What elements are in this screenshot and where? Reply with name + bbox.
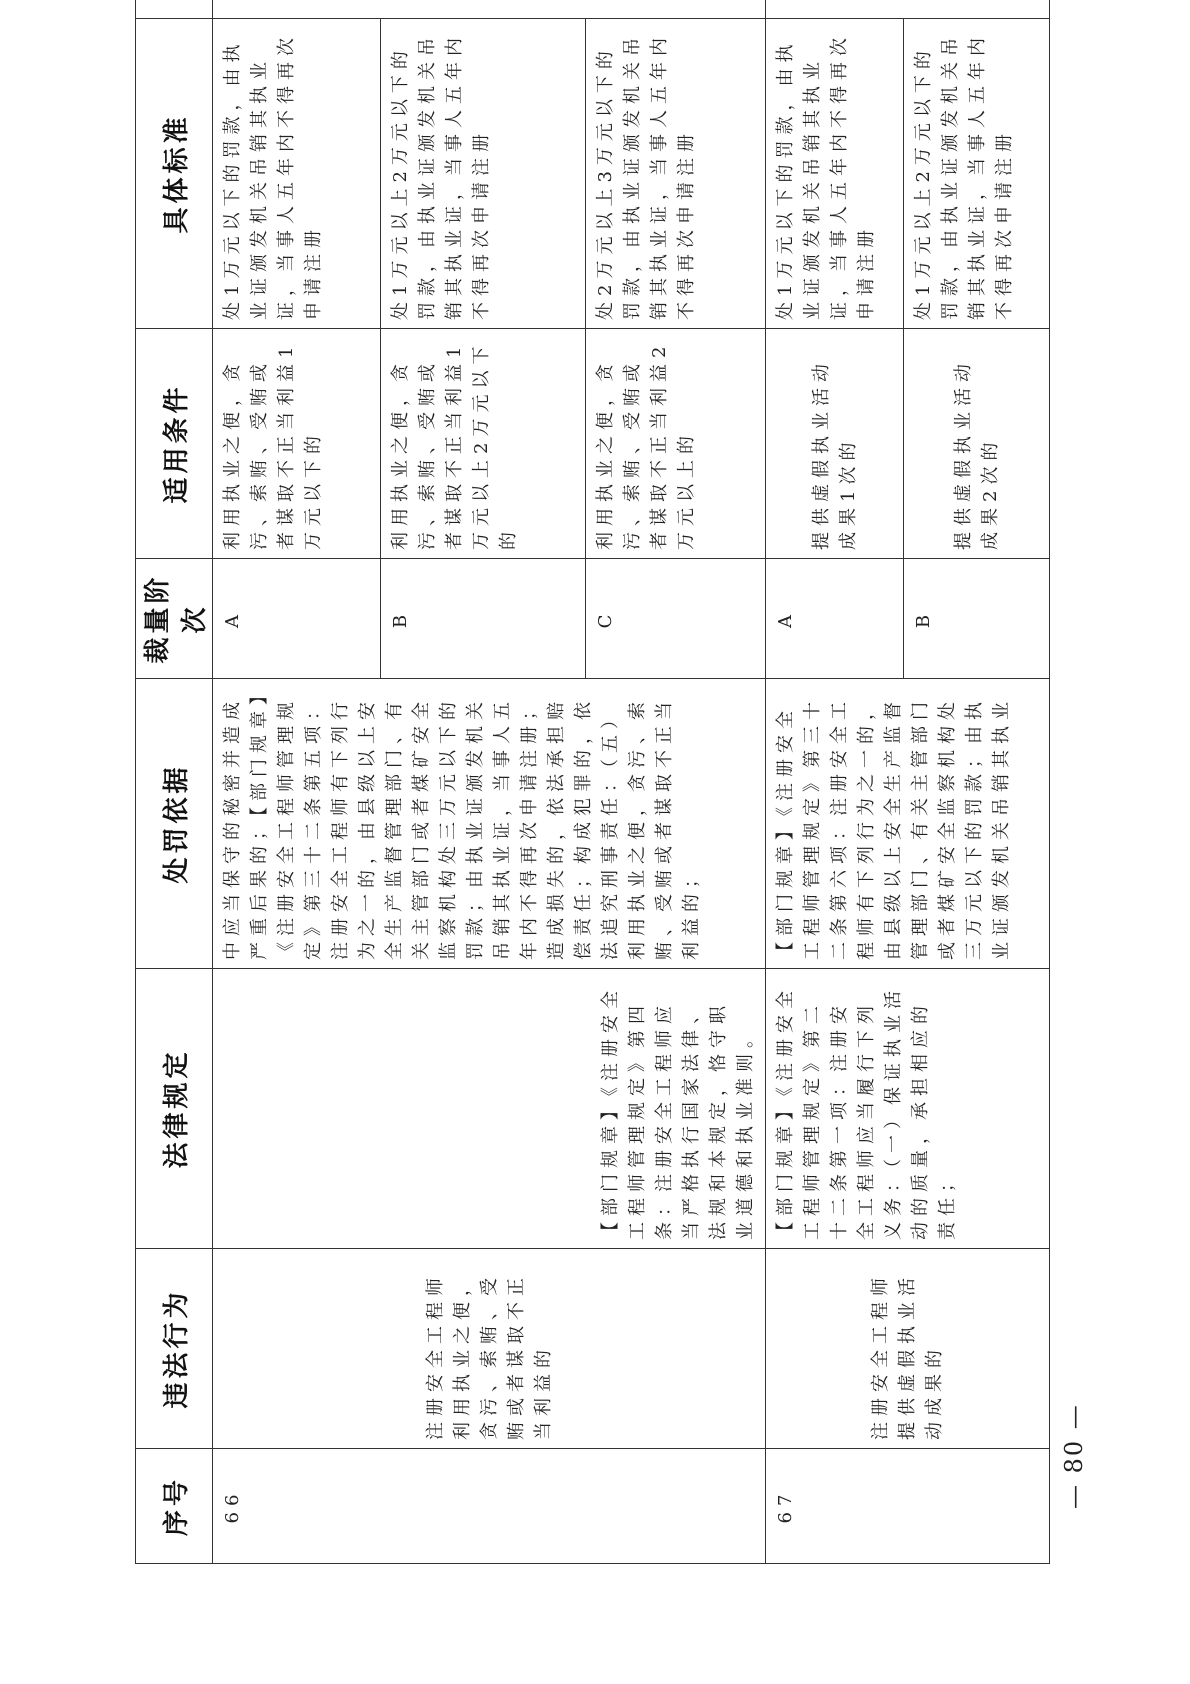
penalty-basis-cell: 【部门规章】《注册安全工程师管理规定》第三十二条第六项：注册安全工程师有下列行为之一的，由县级以上安全生产监督管理部门、有关主管部门或者煤矿安全监察机构处三万元以下的罚款；由执业证颁发机关吊销其执业 (766, 679, 1050, 969)
seq-cell: 66 (213, 1449, 766, 1564)
grade-cell: B (380, 559, 585, 679)
seq-cell: 67 (766, 1449, 1050, 1564)
header-condition: 适用条件 (136, 329, 213, 559)
table-row (213, 0, 381, 1564)
header-remark (136, 0, 213, 19)
header-row (136, 0, 213, 1564)
grade-cell: C (585, 559, 765, 679)
header-violation: 违法行为 (136, 1249, 213, 1449)
violation-cell: 注册安全工程师利用执业之便，贪污、索贿、受贿或者谋取不正当利益的 (213, 1249, 766, 1449)
remark-cell (213, 0, 766, 19)
remark-cell (766, 0, 1050, 19)
grade-cell: B (904, 559, 1050, 679)
grade-cell: A (766, 559, 904, 679)
standard-cell: 处2万元以上3万元以下的罚款，由执业证颁发机关吊销其执业证，当事人五年内不得再次申请注册 (585, 19, 765, 329)
standard-cell: 处1万元以上2万元以下的罚款，由执业证颁发机关吊销其执业证，当事人五年内不得再次申请注册 (380, 19, 585, 329)
standard-cell: 处1万元以上2万元以下的罚款，由执业证颁发机关吊销其执业证，当事人五年内不得再次申请注册 (904, 19, 1050, 329)
standard-cell: 处1万元以下的罚款，由执业证颁发机关吊销其执业证，当事人五年内不得再次申请注册 (213, 19, 381, 329)
legal-provision-cell: 【部门规章】《注册安全工程师管理规定》第四条：注册安全工程师应当严格执行国家法律、法规和本规定，恪守职业道德和执业准则。 (213, 969, 766, 1249)
header-seq: 序号 (136, 1449, 213, 1564)
violation-cell: 注册安全工程师提供虚假执业活动成果的 (766, 1249, 1050, 1449)
condition-cell: 利用执业之便，贪污、索贿、受贿或者谋取不正当利益2万元以上的 (585, 329, 765, 559)
penalty-discretion-table (135, 0, 1050, 1564)
legal-provision-cell: 【部门规章】《注册安全工程师管理规定》第二十二条第一项：注册安全工程师应当履行下列义务：（一）保证执业活动的质量，承担相应的责任； (766, 969, 1050, 1249)
header-grade: 裁量阶次 (136, 559, 213, 679)
condition-cell: 利用执业之便，贪污、索贿、受贿或者谋取不正当利益1万元以下的 (213, 329, 381, 559)
penalty-basis-cell: 中应当保守的秘密并造成严重后果的；【部门规章】《注册安全工程师管理规定》第三十二条第五项：注册安全工程师有下列行为之一的，由县级以上安全生产监督管理部门、有关主管部门或者煤矿安全监察机构处三万元以下的罚款；由执业证颁发机关吊销其执业证，当事人五年内不得再次申请注册；造成损失的，依法承担赔偿责任；构成犯罪的，依法追究刑事责任：（五）利用执业之便，贪污、索贿、受贿或者谋取不正当利益的； (213, 679, 766, 969)
grade-cell: A (213, 559, 381, 679)
condition-cell: 提供虚假执业活动成果2次的 (904, 329, 1050, 559)
standard-cell: 处1万元以下的罚款，由执业证颁发机关吊销其执业证，当事人五年内不得再次申请注册 (766, 19, 904, 329)
header-legal: 法律规定 (136, 969, 213, 1249)
header-standard: 具体标准 (136, 19, 213, 329)
condition-cell: 提供虚假执业活动成果1次的 (766, 329, 904, 559)
page-number: — 80 — (1060, 1403, 1088, 1509)
header-penalty-basis: 处罚依据 (136, 679, 213, 969)
table-row (766, 0, 904, 1564)
condition-cell: 利用执业之便，贪污、索贿、受贿或者谋取不正当利益1万元以上2万元以下的 (380, 329, 585, 559)
